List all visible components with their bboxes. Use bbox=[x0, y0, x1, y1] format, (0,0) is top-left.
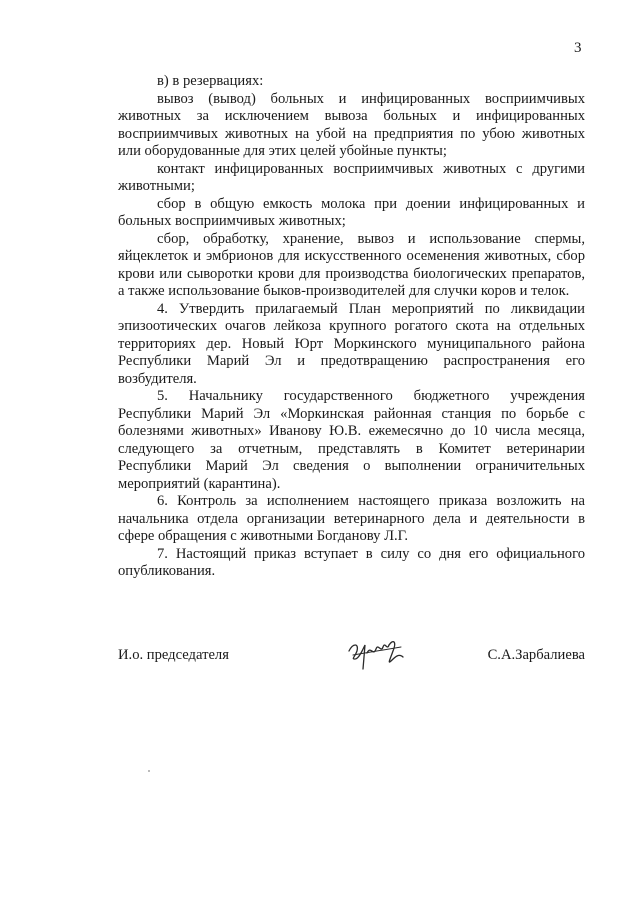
scan-speck bbox=[148, 770, 150, 772]
signatory-position: И.о. председателя bbox=[118, 647, 229, 663]
paragraph-item-7: 7. Настоящий приказ вступает в силу со дня его официального опубликования. bbox=[118, 545, 585, 579]
paragraph-sperm-restriction: сбор, обработку, хранение, вывоз и использование спермы, яйцеклеток и эмбрионов для искусственного осеменения животных, сбор крови или сыворотки крови для производства биологических препаратов, а также использование быков-производителей для случки коров и телок. bbox=[118, 230, 585, 299]
handwritten-signature bbox=[343, 631, 413, 675]
paragraph-item-6: 6. Контроль за исполнением настоящего приказа возложить на начальника отдела организации ветеринарного дела и деятельности в сфере обращения с животными Богданову Л.Г. bbox=[118, 493, 585, 544]
paragraph-contact-restriction: контакт инфицированных восприимчивых животных с другими животными; bbox=[118, 160, 585, 194]
page-number: 3 bbox=[574, 40, 582, 56]
paragraph-item-4: 4. Утвердить прилагаемый План мероприятий по ликвидации эпизоотических очагов лейкоза крупного рогатого скота на отдельных территориях дер. Новый Юрт Моркинского муниципального района Республики Марий Эл и предотвращению распространения его возбудителя. bbox=[118, 300, 585, 387]
document-body bbox=[118, 73, 585, 581]
paragraph-item-5: 5. Начальнику государственного бюджетного учреждения Республики Марий Эл «Моркинская районная станция по борьбе с болезнями животных» Иванову Ю.В. ежемесячно до 10 числа месяца, следующего за отчетным, представлять в Комитет ветеринарии Республики Марий Эл сведения о выполнении ограничительных мероприятий (карантина). bbox=[118, 388, 585, 492]
paragraph-milk-restriction: сбор в общую емкость молока при доении инфицированных и больных восприимчивых животных; bbox=[118, 195, 585, 229]
signatory-name: С.А.Зарбалиева bbox=[487, 647, 585, 663]
paragraph-export-restriction: вывоз (вывод) больных и инфицированных восприимчивых животных за исключением вывоза больных и инфицированных восприимчивых животных на убой на предприятия по убою животных или оборудованные для этих целей убойные пункты; bbox=[118, 90, 585, 159]
paragraph-reservations-heading: в) в резервациях: bbox=[157, 73, 264, 89]
signature-block bbox=[118, 645, 585, 685]
